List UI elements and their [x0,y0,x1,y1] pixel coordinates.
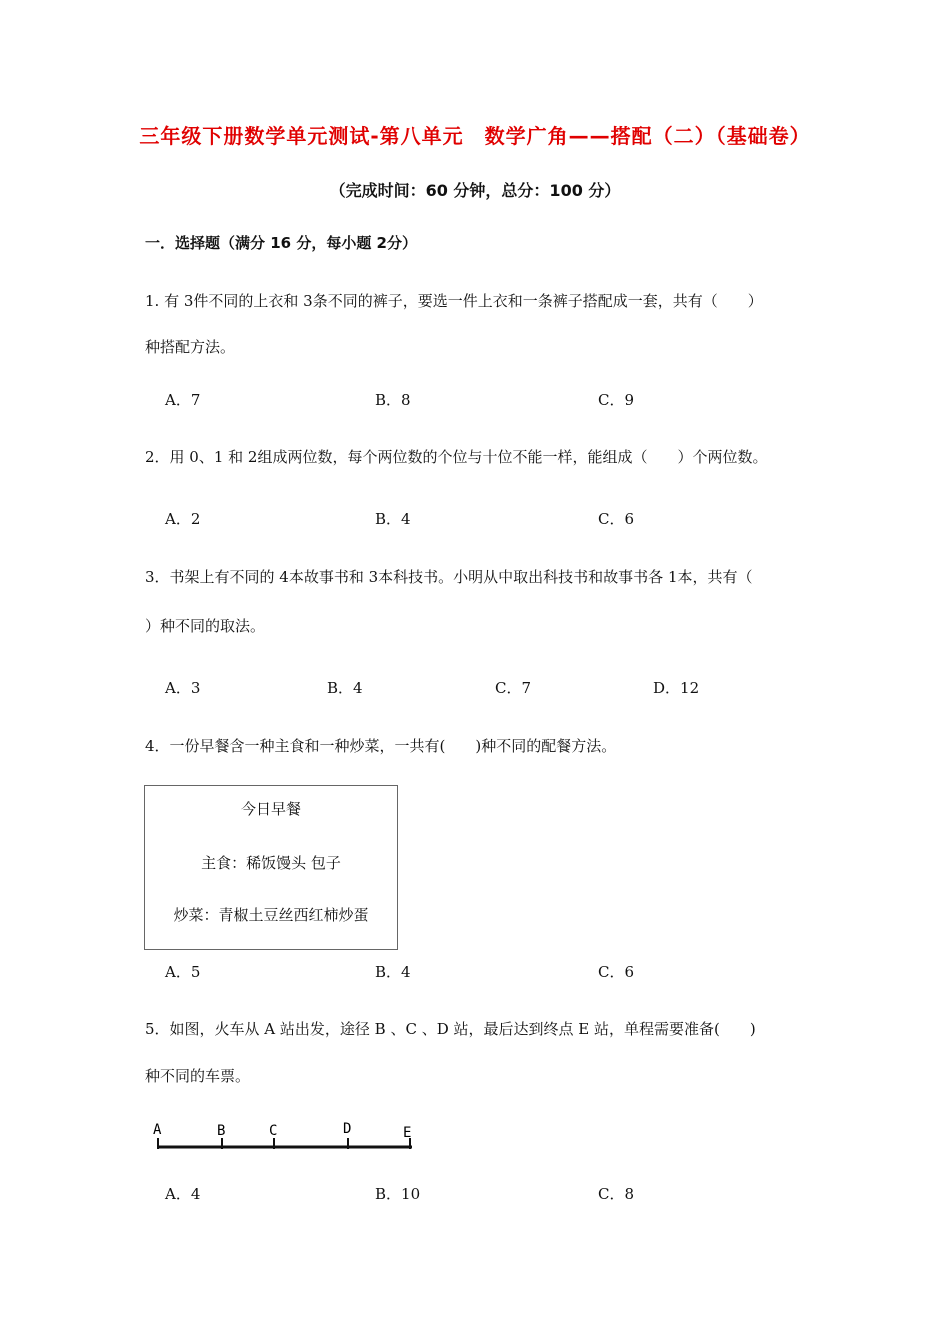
q4-option-c: C．6 [598,963,635,981]
exam-info: （完成时间：60 分钟，总分：100 分） [329,181,621,200]
question-5-text: 5．如图，火车从 A 站出发，途径 B 、C 、D 站，最后达到终点 E 站，单程需要准备( ) [145,1020,756,1038]
q3-option-a: A．3 [165,679,201,697]
station-label-b: B [217,1123,226,1139]
q5-option-a: A．4 [165,1185,201,1203]
station-label-d: D [343,1121,352,1137]
menu-heading: 今日早餐 [240,800,301,818]
q3-option-c: C．7 [495,679,532,697]
station-label-a: A [153,1122,162,1138]
page-title: 三年级下册数学单元测试-第八单元 数学广角——搭配（二）（基础卷） [139,124,811,148]
breakfast-menu-box [144,785,398,950]
q3-option-d: D．12 [653,679,700,697]
q3-option-b: B．4 [327,679,363,697]
q5-option-b: B．10 [375,1185,421,1203]
q4-option-b: B．4 [375,963,411,981]
station-label-c: C [269,1123,278,1139]
q4-option-a: A．5 [165,963,201,981]
q1-option-b: B．8 [375,391,411,409]
question-3-text: 3．书架上有不同的 4本故事书和 3本科技书。小明从中取出科技书和故事书各 1本，共有（ [145,568,753,586]
menu-staple-foods: 主食：稀饭馒头 包子 [201,854,341,872]
train-route-diagram [150,1116,420,1158]
q2-option-c: C．6 [598,510,635,528]
question-1-text: 1. 有 3件不同的上衣和 3条不同的裤子，要选一件上衣和一条裤子搭配成一套，共有（ ） [145,292,763,310]
q1-option-c: C．9 [598,391,635,409]
q2-option-a: A．2 [165,510,201,528]
question-4-text: 4．一份早餐含一种主食和一种炒菜，一共有( )种不同的配餐方法。 [145,737,617,755]
station-label-e: E [403,1125,412,1141]
question-3-text-cont: ）种不同的取法。 [145,617,266,635]
q1-option-a: A．7 [165,391,201,409]
section-heading: 一．选择题（满分 16 分，每小题 2分） [145,234,417,252]
q2-option-b: B．4 [375,510,411,528]
question-2-text: 2．用 0、1 和 2组成两位数，每个两位数的个位与十位不能一样，能组成（ ）个两位数。 [145,448,768,466]
question-5-text-cont: 种不同的车票。 [145,1067,251,1085]
question-1-text-cont: 种搭配方法。 [145,338,236,356]
menu-dishes: 炒菜：青椒土豆丝西红柿炒蛋 [173,906,369,924]
q5-option-c: C．8 [598,1185,635,1203]
